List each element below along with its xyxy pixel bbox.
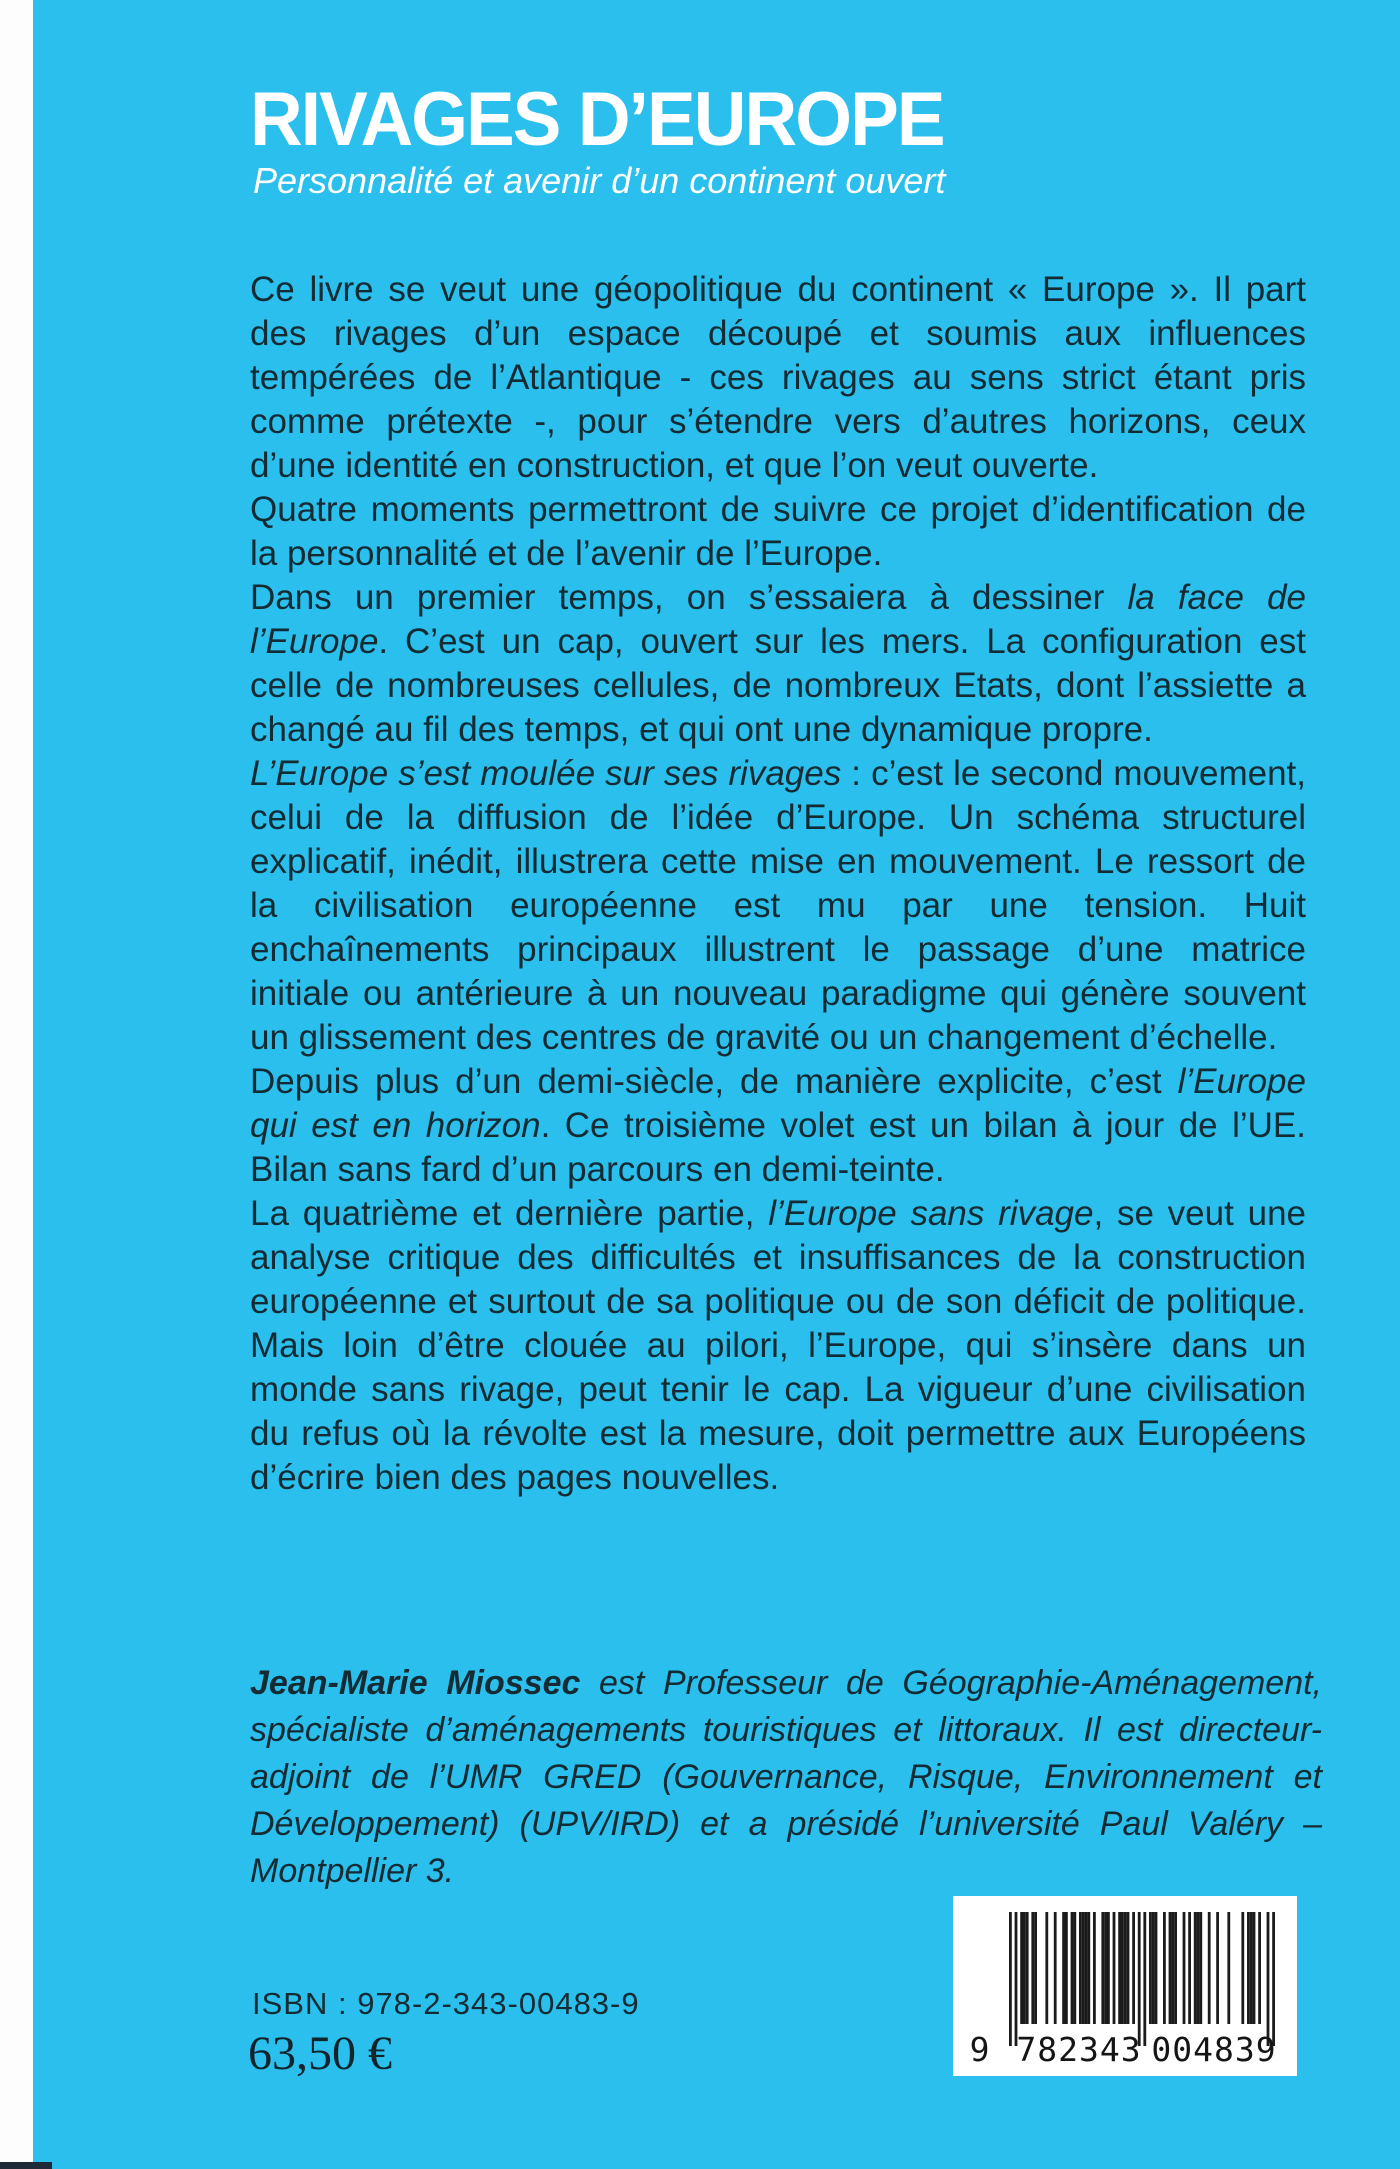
text-segment: l’Europe qui est en horizon [250, 1062, 1306, 1145]
cover-left-margin-strip [0, 0, 33, 2169]
barcode-digit-group: 004839 [1151, 2030, 1277, 2069]
text-segment: Ce livre se veut une géopolitique du continent « Europe ». Il part des rivages d’un espace découpé et soumis aux influences tempérées de l’Atlantique - ces rivages au sens strict étant pris comme prétexte -, pour s’étendre vers d’autres horizons, ceux d’une identité en construction, et que l’on veut ouverte. [250, 270, 1306, 485]
text-segment: est Professeur de Géographie-Aménagement, spécialiste d’aménagements touristiques et littoraux. Il est directeur-adjoint de l’UMR GRED (Gouvernance, Risque, Environnement et Développement) (UPV/IRD) et a présidé l’université Paul Valéry – Montpellier 3. [250, 1664, 1322, 1890]
barcode-panel [953, 1896, 1297, 2076]
text-segment: . Ce troisième volet est un bilan à jour de l’UE. Bilan sans fard d’un parcours en demi-teinte. [250, 1106, 1307, 1189]
barcode-digit-group: 782343 [1016, 2030, 1142, 2069]
bottom-left-corner-mark [0, 2162, 52, 2169]
text-segment: Dans un premier temps, on s’essaiera à dessiner [250, 578, 1128, 617]
text-segment: : c’est le second mouvement, celui de la diffusion de l’idée d’Europe. Un schéma structurel explicatif, inédit, illustrera cette mise en mouvement. Le ressort de la civilisation européenne est mu par une tension. Huit enchaînements principaux illustrent le passage d’une matrice initiale ou antérieure à un nouveau paradigme qui génère souvent un glissement des centres de gravité ou un changement d’échelle. [250, 754, 1306, 1057]
synopsis-paragraph [250, 1060, 1306, 1192]
author-bio [250, 1660, 1322, 1895]
text-segment: . C’est un cap, ouvert sur les mers. La configuration est celle de nombreuses cellules, de nombreux Etats, dont l’assiette a changé au fil des temps, et qui ont une dynamique propre. [250, 622, 1306, 749]
synopsis-paragraph [250, 488, 1306, 576]
synopsis-paragraph [250, 268, 1306, 488]
price-label: 63,50 € [248, 2027, 392, 2080]
synopsis [250, 268, 1306, 1500]
barcode-digits [953, 2028, 1297, 2072]
synopsis-paragraph [250, 752, 1306, 1060]
synopsis-paragraph [250, 1192, 1306, 1500]
text-segment: Jean-Marie Miossec [250, 1664, 581, 1702]
book-title: RIVAGES D’EUROPE [250, 77, 944, 162]
text-segment: l’Europe sans rivage [768, 1194, 1094, 1233]
isbn-label: ISBN : 978-2-343-00483-9 [252, 1986, 640, 2021]
text-segment: la face de l’Europe [250, 578, 1306, 661]
text-segment: Depuis plus d’un demi-siècle, de manière explicite, c’est [250, 1062, 1178, 1101]
book-subtitle: Personnalité et avenir d’un continent ouvert [253, 160, 946, 201]
barcode-digit-group: 9 [969, 2030, 991, 2069]
text-segment: , se veut une analyse critique des difficultés et insuffisances de la construction européenne et surtout de sa politique ou de son déficit de politique. Mais loin d’être clouée au pilori, l’Europe, qui s’insère dans un monde sans rivage, peut tenir le cap. La vigueur d’une civilisation du refus où la révolte est la mesure, doit permettre aux Européens d’écrire bien des pages nouvelles. [250, 1194, 1306, 1497]
text-segment: L’Europe s’est moulée sur ses rivages [250, 754, 842, 793]
text-segment: La quatrième et dernière partie, [250, 1194, 769, 1233]
text-segment: Quatre moments permettront de suivre ce projet d’identification de la personnalité et de l’avenir de l’Europe. [250, 490, 1306, 573]
synopsis-paragraph [250, 576, 1306, 752]
